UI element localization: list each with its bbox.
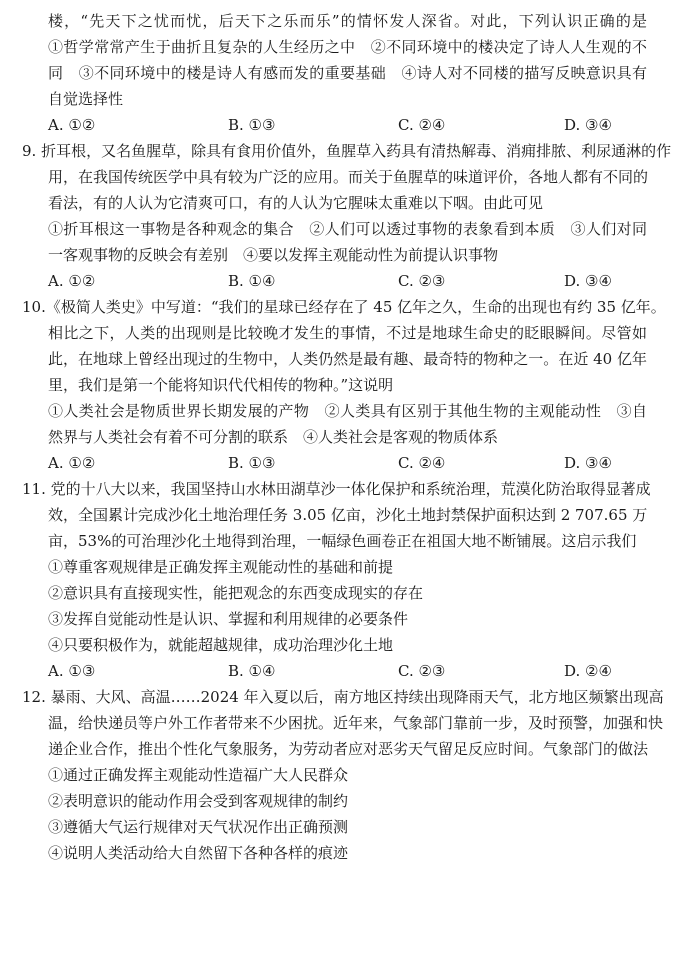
- q8-line-3: 同 ③不同环境中的楼是诗人有感而发的重要基础 ④诗人对不同楼的描写反映意识具有: [48, 64, 647, 82]
- q10-line-5: ①人类社会是物质世界长期发展的产物 ②人类具有区别于其他生物的主观能动性 ③自: [48, 402, 647, 420]
- option-d: D. ③④: [564, 454, 612, 472]
- q12-choice-1: ①通过正确发挥主观能动性造福广大人民群众: [48, 766, 349, 784]
- option-d: D. ③④: [564, 116, 612, 134]
- q9-options: [48, 268, 648, 294]
- q11-choice-3: ③发挥自觉能动性是认识、掌握和利用规律的必要条件: [48, 610, 409, 628]
- q9-line-4: ①折耳根这一事物是各种观念的集合 ②人们可以透过事物的表象看到本质 ③人们对同: [48, 220, 647, 238]
- q11-choice-2: ②意识具有直接现实性，能把观念的东西变成现实的存在: [48, 584, 424, 602]
- option-c: C. ②④: [398, 454, 446, 472]
- q9-line-2: 用，在我国传统医学中具有较为广泛的应用。而关于鱼腥草的味道评价，各地人都有不同的: [48, 168, 649, 186]
- option-d: D. ③④: [564, 272, 612, 290]
- option-b: B. ①③: [228, 116, 276, 134]
- option-c: C. ②④: [398, 116, 446, 134]
- option-c: C. ②③: [398, 272, 446, 290]
- option-b: B. ①④: [228, 272, 276, 290]
- q9-line-1: 9. 折耳根，又名鱼腥草，除具有食用价值外，鱼腥草入药具有清热解毒、消痈排脓、利尿通淋的作: [22, 142, 672, 160]
- q12-line-1: 12. 暴雨、大风、高温……2024 年入夏以后，南方地区持续出现降雨天气，北方地区频繁出现高: [22, 688, 664, 706]
- q11-line-3: 亩，53%的可治理沙化土地得到治理，一幅绿色画卷正在祖国大地不断铺展。这启示我们: [48, 532, 637, 550]
- q11-options: [48, 658, 648, 684]
- q10-line-1: 10.《极简人类史》中写道：“我们的星球已经存在了 45 亿年之久，生命的出现也有约 35 亿年。: [22, 298, 666, 316]
- option-a: A. ①③: [48, 662, 96, 680]
- option-a: A. ①②: [48, 116, 96, 134]
- q12-line-2: 温，给快递员等户外工作者带来不少困扰。近年来，气象部门靠前一步，及时预警，加强和快: [48, 714, 664, 732]
- option-c: C. ②③: [398, 662, 446, 680]
- q12-choice-4: ④说明人类活动给大自然留下各种各样的痕迹: [48, 844, 349, 862]
- q10-line-4: 里，我们是第一个能将知识代代相传的物种。”这说明: [48, 376, 394, 394]
- q11-choice-4: ④只要积极作为，就能超越规律，成功治理沙化土地: [48, 636, 394, 654]
- option-d: D. ②④: [564, 662, 612, 680]
- q9-line-3: 看法，有的人认为它清爽可口，有的人认为它腥味太重难以下咽。由此可见: [48, 194, 544, 212]
- q8-line-4: 自觉选择性: [48, 90, 124, 108]
- option-a: A. ①②: [48, 272, 96, 290]
- q12-choice-2: ②表明意识的能动作用会受到客观规律的制约: [48, 792, 349, 810]
- q11-line-2: 效，全国累计完成沙化土地治理任务 3.05 亿亩，沙化土地封禁保护面积达到 2 707.65 万: [48, 506, 648, 524]
- q12-line-3: 递企业合作，推出个性化气象服务，为劳动者应对恶劣天气留足反应时间。气象部门的做法: [48, 740, 649, 758]
- q10-line-6: 然界与人类社会有着不可分割的联系 ④人类社会是客观的物质体系: [48, 428, 499, 446]
- q10-options: [48, 450, 648, 476]
- q9-line-5: 一客观事物的反映会有差别 ④要以发挥主观能动性为前提认识事物: [48, 246, 499, 264]
- q11-line-1: 11. 党的十八大以来，我国坚持山水林田湖草沙一体化保护和系统治理，荒漠化防治取得显著成: [22, 480, 651, 498]
- q10-line-2: 相比之下，人类的出现则是比较晚才发生的事情，不过是地球生命史的眨眼瞬间。尽管如: [48, 324, 647, 342]
- q8-options: [48, 112, 648, 138]
- q12-choice-3: ③遵循大气运行规律对天气状况作出正确预测: [48, 818, 349, 836]
- q8-line-1: 楼，“先天下之忧而忧，后天下之乐而乐”的情怀发人深省。对此，下列认识正确的是: [48, 12, 647, 30]
- q11-choice-1: ①尊重客观规律是正确发挥主观能动性的基础和前提: [48, 558, 394, 576]
- q10-line-3: 此，在地球上曾经出现过的生物中，人类仍然是最有趣、最奇特的物种之一。在近 40 亿年: [48, 350, 647, 368]
- option-a: A. ①②: [48, 454, 96, 472]
- q8-line-2: ①哲学常常产生于曲折且复杂的人生经历之中 ②不同环境中的楼决定了诗人人生观的不: [48, 38, 647, 56]
- option-b: B. ①③: [228, 454, 276, 472]
- option-b: B. ①④: [228, 662, 276, 680]
